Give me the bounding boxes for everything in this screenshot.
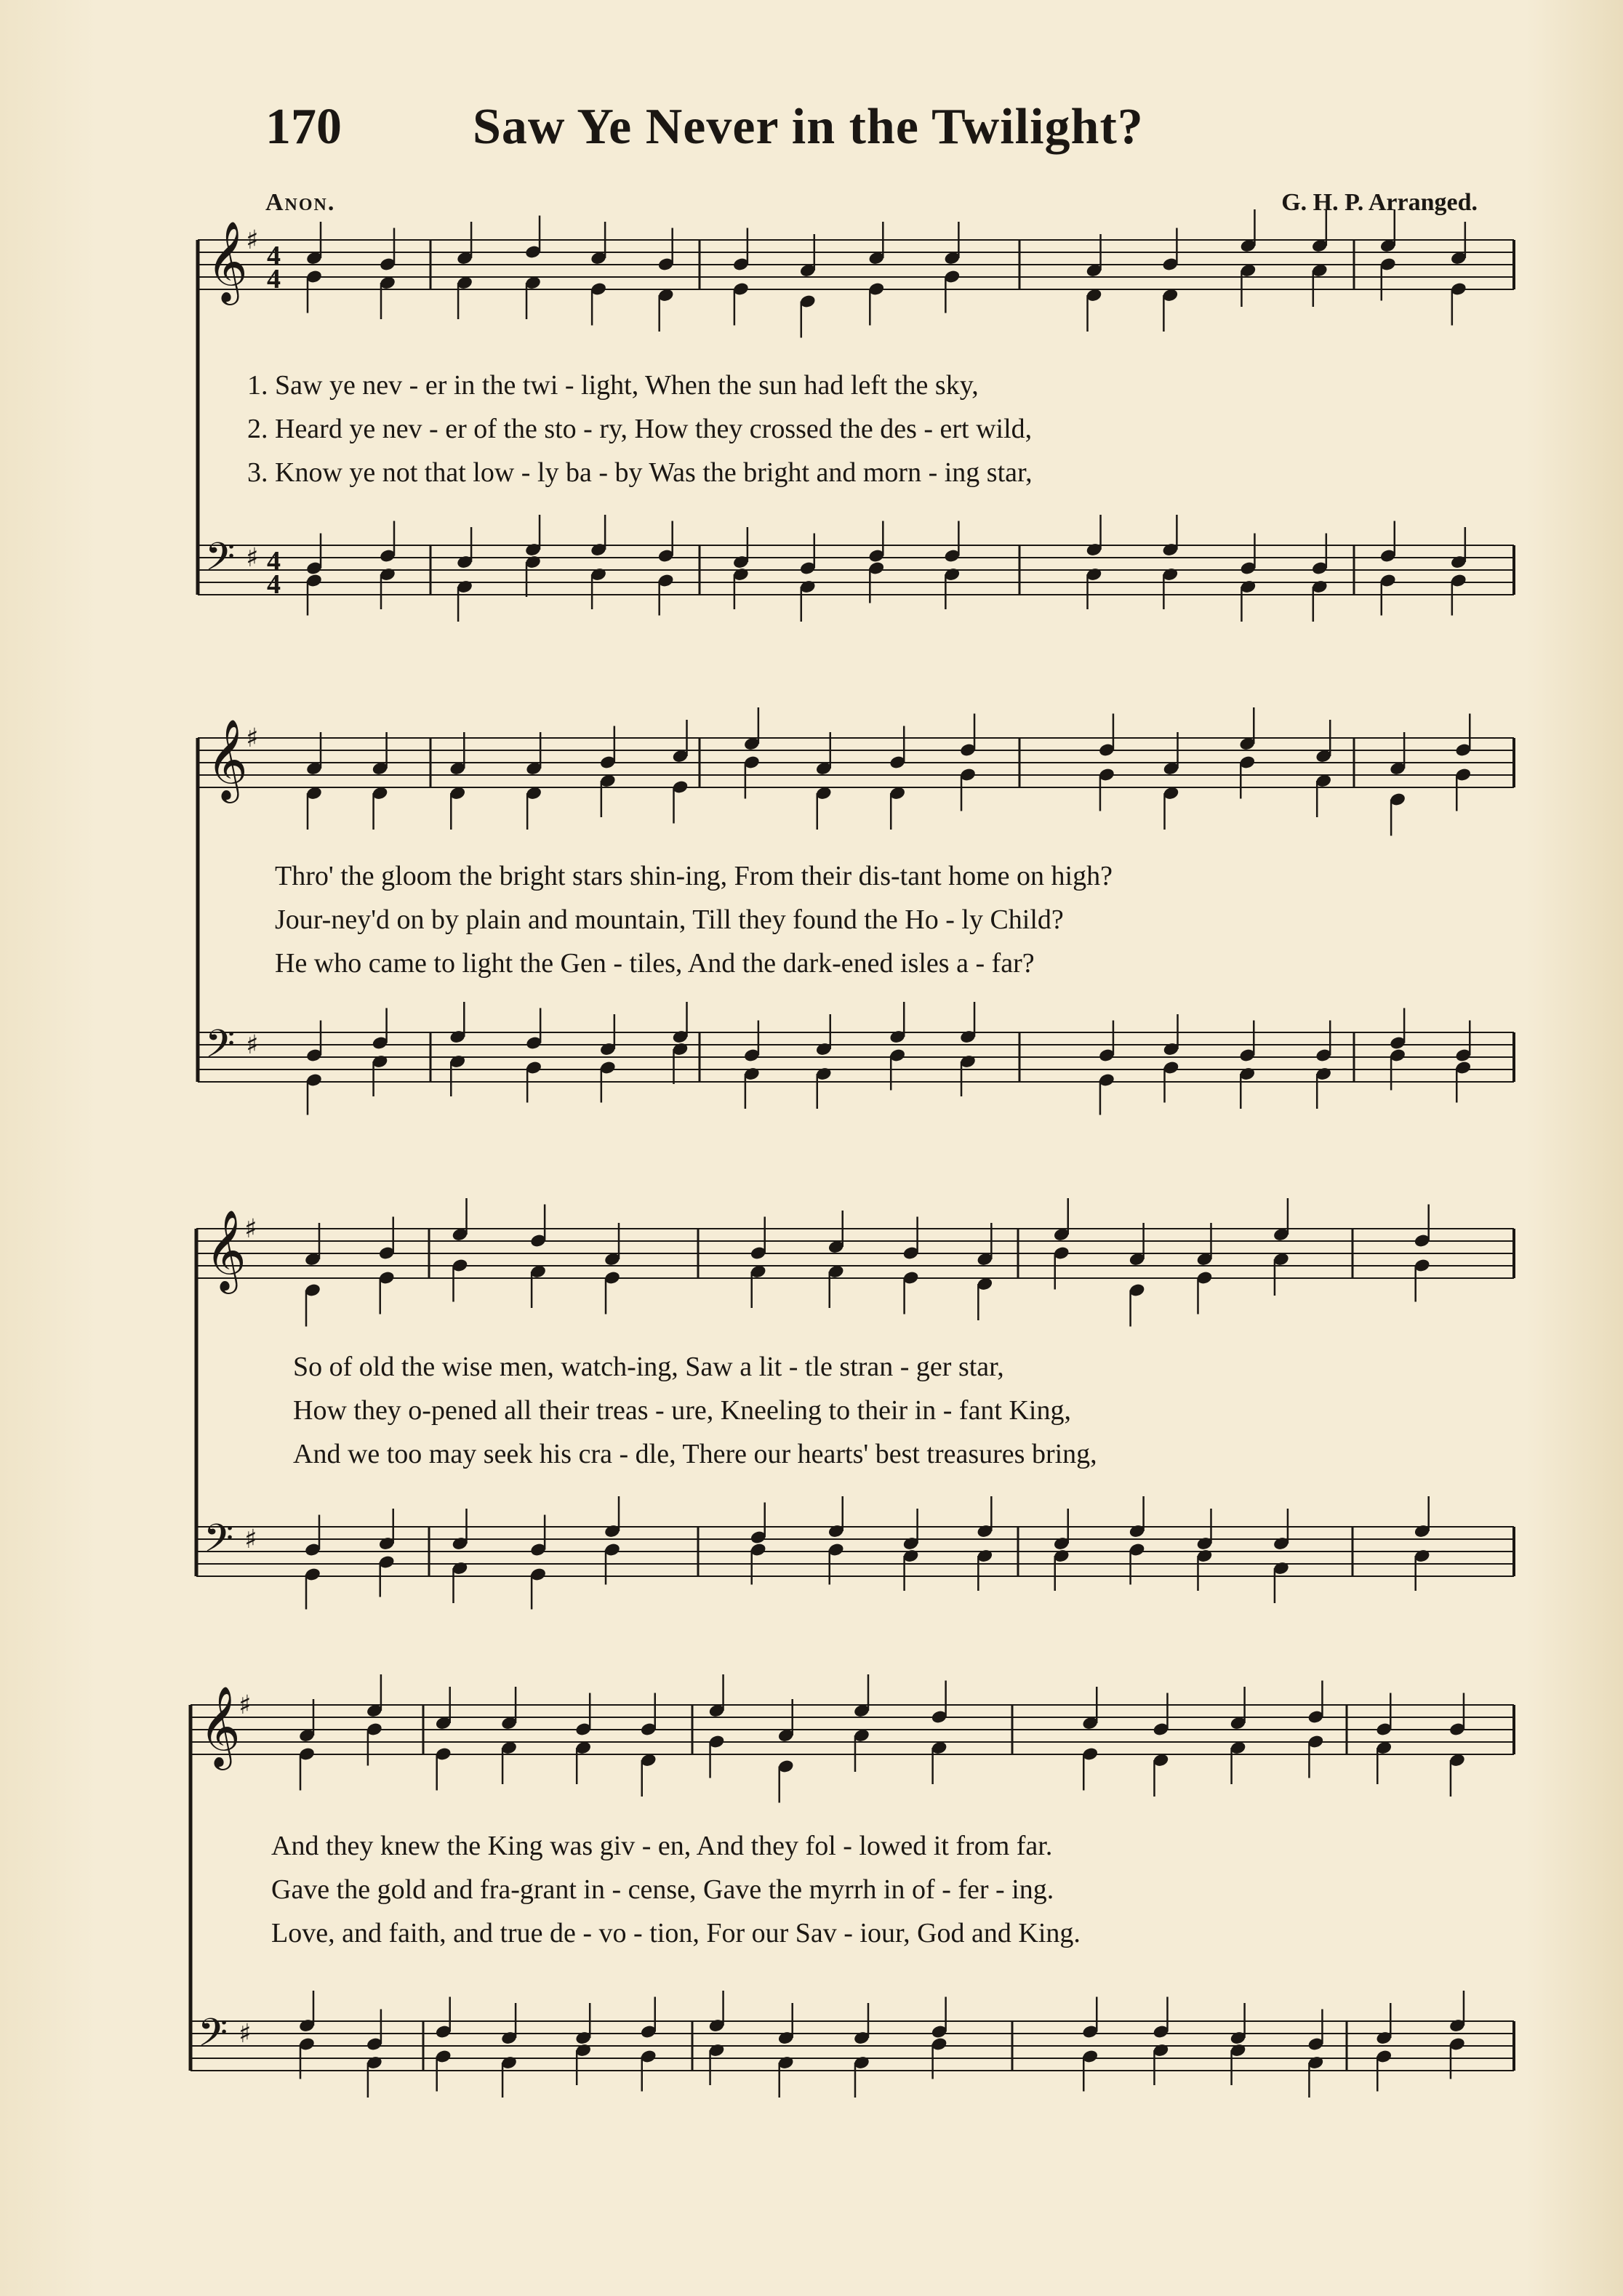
bass-clef-icon: 𝄢 — [205, 535, 236, 589]
lyric-text: And they knew the King was giv - en, And they fol - lowed it from far. — [271, 1831, 1053, 1861]
lyric-text: 1. Saw ye nev - er in the twi - light, When the sun had left the sky, — [247, 370, 979, 401]
lyric-text: So of old the wise men, watch-ing, Saw a lit - tle stran - ger star, — [293, 1352, 1004, 1382]
lyric-line-2-1 — [0, 860, 1623, 901]
hymn-header — [0, 98, 1623, 178]
time-signature-top: 4 — [267, 546, 281, 577]
sharp-icon: ♯ — [244, 1525, 257, 1554]
time-signature-bottom: 4 — [267, 569, 281, 600]
treble-clef-icon: 𝄞 — [205, 1209, 247, 1291]
lyric-text: He who came to light the Gen - tiles, And the dark-ened isles a - far? — [275, 948, 1035, 979]
hymn-number: 170 — [265, 99, 342, 155]
lyric-text: Thro' the gloom the bright stars shin-ing, From their dis-tant home on high? — [275, 861, 1113, 891]
lyric-line-3-3 — [0, 1438, 1623, 1479]
treble-clef-icon: 𝄞 — [199, 1685, 241, 1767]
lyric-line-3-1 — [0, 1351, 1623, 1392]
sharp-icon: ♯ — [246, 225, 259, 255]
lyric-line-2-3 — [0, 947, 1623, 988]
bass-clef-icon: 𝄢 — [204, 1517, 234, 1570]
author-credit: Anon. — [265, 189, 336, 216]
sharp-icon: ♯ — [246, 1030, 259, 1060]
lyric-line-1-2 — [0, 413, 1623, 454]
treble-clef-icon: 𝄞 — [207, 220, 248, 302]
lyric-text: And we too may seek his cra - dle, There our hearts' best treasures bring, — [293, 1439, 1097, 1469]
sharp-icon: ♯ — [246, 543, 259, 573]
lyric-line-4-2 — [0, 1874, 1623, 1914]
lyric-line-4-3 — [0, 1917, 1623, 1958]
sharp-icon: ♯ — [244, 1214, 257, 1244]
bass-clef-icon: 𝄢 — [198, 2011, 228, 2065]
bass-clef-icon: 𝄢 — [205, 1022, 236, 1076]
sharp-icon: ♯ — [239, 1690, 252, 1720]
time-signature-top: 4 — [267, 241, 281, 271]
hymn-title: Saw Ye Never in the Twilight? — [473, 99, 1144, 155]
lyric-text: Jour-ney'd on by plain and mountain, Till they found the Ho - ly Child? — [275, 904, 1064, 935]
lyric-line-3-2 — [0, 1394, 1623, 1435]
lyric-line-2-2 — [0, 904, 1623, 944]
lyric-line-1-1 — [0, 369, 1623, 410]
lyric-line-1-3 — [0, 457, 1623, 497]
lyric-text: 2. Heard ye nev - er of the sto - ry, How they crossed the des - ert wild, — [247, 414, 1033, 444]
arranger-credit: G. H. P. Arranged. — [1281, 189, 1478, 216]
treble-clef-icon: 𝄞 — [207, 718, 248, 800]
lyric-text: 3. Know ye not that low - ly ba - by Was the bright and morn - ing star, — [247, 457, 1033, 488]
sharp-icon: ♯ — [246, 723, 259, 753]
lyric-text: How they o-pened all their treas - ure, Kneeling to their in - fant King, — [293, 1395, 1071, 1426]
time-signature-bottom: 4 — [267, 264, 281, 294]
lyric-line-4-1 — [0, 1830, 1623, 1871]
lyric-text: Gave the gold and fra-grant in - cense, Gave the myrrh in of - fer - ing. — [271, 1874, 1054, 1905]
sharp-icon: ♯ — [239, 2019, 252, 2049]
lyric-text: Love, and faith, and true de - vo - tion, For our Sav - iour, God and King. — [271, 1918, 1081, 1948]
